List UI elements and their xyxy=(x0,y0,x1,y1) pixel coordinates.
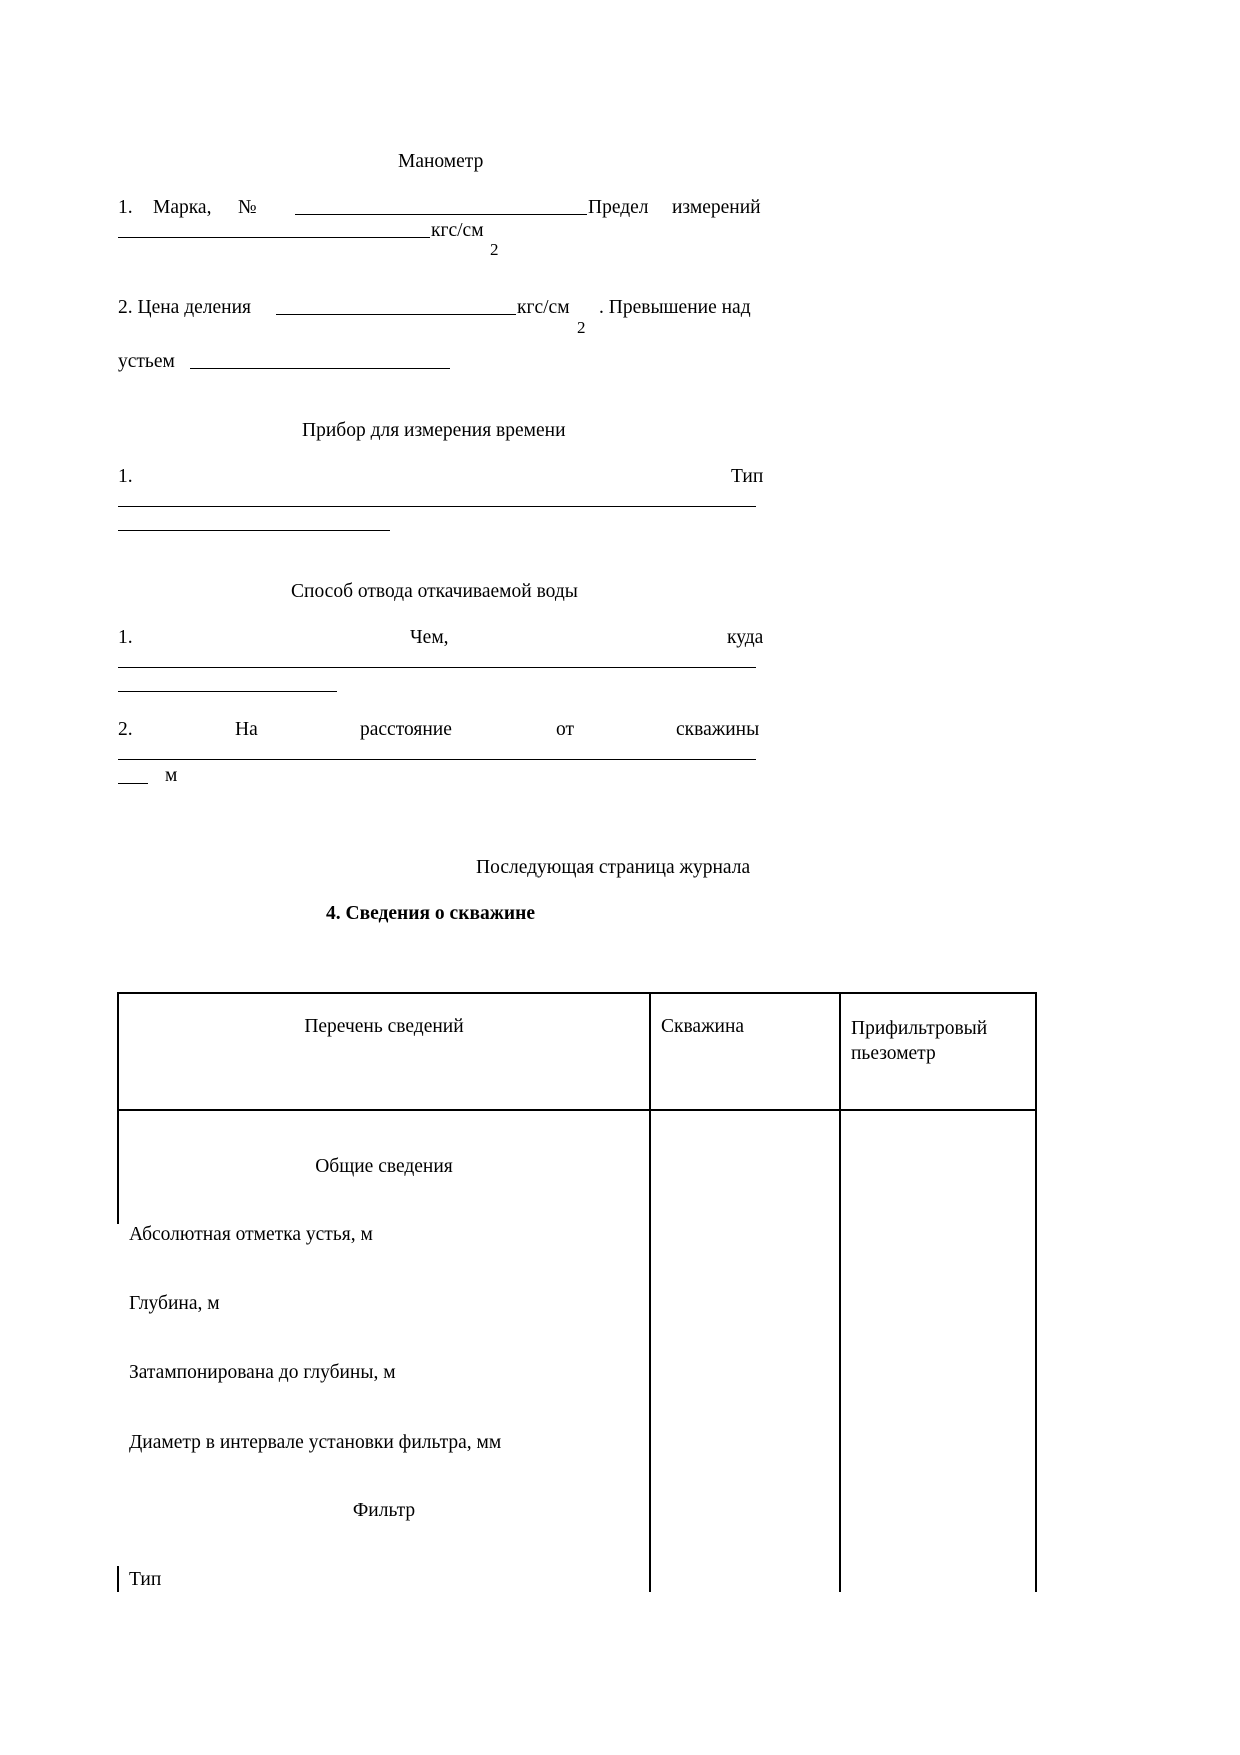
manometer-line1-num: 1. xyxy=(118,197,133,218)
manometer-line1-limit: Предел xyxy=(588,197,649,218)
manometer-line3-label: устьем xyxy=(118,351,175,372)
group-filter: Фильтр xyxy=(352,1500,416,1521)
table-left-border-lower xyxy=(117,1566,119,1592)
table-row: Абсолютная отметка устья, м xyxy=(129,1224,373,1245)
timer-type-fill-line-2[interactable] xyxy=(118,530,390,531)
table-right-border xyxy=(1035,992,1037,1224)
table-col2-border xyxy=(839,992,841,1224)
table-row: Тип xyxy=(129,1569,162,1590)
manometer-line1-no: № xyxy=(238,197,257,218)
limit-fill-line[interactable] xyxy=(118,237,430,238)
manometer-line2-exp: 2 xyxy=(577,318,586,337)
manometer-line1-marka: Марка, xyxy=(153,197,212,218)
manometer-line2-tail: . Превышение над xyxy=(599,297,751,318)
drain-line2-w2: расстояние xyxy=(360,719,452,740)
table-header-bottom-border xyxy=(117,1109,1037,1111)
group-general: Общие сведения xyxy=(315,1156,453,1177)
table-col2-border-lower xyxy=(839,1224,841,1592)
timer-line1-type: Тип xyxy=(731,466,764,487)
drain-what-fill-line-1[interactable] xyxy=(118,667,756,668)
table-top-border xyxy=(117,992,1037,994)
drain-line1-where: куда xyxy=(727,627,764,648)
timer-type-fill-line-1[interactable] xyxy=(118,506,756,507)
marka-fill-line[interactable] xyxy=(295,214,587,215)
drain-line2-w4: скважины xyxy=(676,719,760,740)
drain-line2-w1: На xyxy=(235,719,258,740)
distance-fill-line-2[interactable] xyxy=(118,783,148,784)
drain-title: Способ отвода откачиваемой воды xyxy=(291,581,578,602)
drain-line2-unit: м xyxy=(165,765,178,786)
manometer-line1-measure: измерений xyxy=(672,197,761,218)
drain-line2-w3: от xyxy=(556,719,575,740)
manometer-line2-unit: кгс/см xyxy=(517,297,570,318)
drain-line2-num: 2. xyxy=(118,719,133,740)
timer-line1-num: 1. xyxy=(118,466,133,487)
next-page-note: Последующая страница журнала xyxy=(476,857,751,878)
section-title: 4. Сведения о скважине xyxy=(326,903,535,924)
manometer-line2-label: 2. Цена деления xyxy=(118,297,252,318)
manometer-line1-unit: кгс/см xyxy=(431,220,484,241)
wellhead-excess-fill-line[interactable] xyxy=(190,368,450,369)
header-well: Скважина xyxy=(661,1016,745,1037)
manometer-title: Манометр xyxy=(398,151,484,172)
drain-line1-num: 1. xyxy=(118,627,133,648)
distance-fill-line-1[interactable] xyxy=(118,759,756,760)
drain-line1-what: Чем, xyxy=(410,627,449,648)
manometer-line1-exp: 2 xyxy=(490,240,499,259)
header-list-of-info: Перечень сведений xyxy=(304,1016,464,1037)
table-row: Диаметр в интервале установки фильтра, мм xyxy=(129,1432,502,1453)
table-row: Затампонирована до глубины, м xyxy=(129,1362,396,1383)
division-fill-line[interactable] xyxy=(276,314,516,315)
table-row: Глубина, м xyxy=(129,1293,220,1314)
header-piezometer: Прифильтровый пьезометр xyxy=(851,1018,988,1064)
table-right-border-lower xyxy=(1035,1224,1037,1592)
table-col1-border xyxy=(649,992,651,1224)
drain-what-fill-line-2[interactable] xyxy=(118,691,337,692)
table-col1-border-lower xyxy=(649,1224,651,1592)
timer-title: Прибор для измерения времени xyxy=(302,420,566,441)
